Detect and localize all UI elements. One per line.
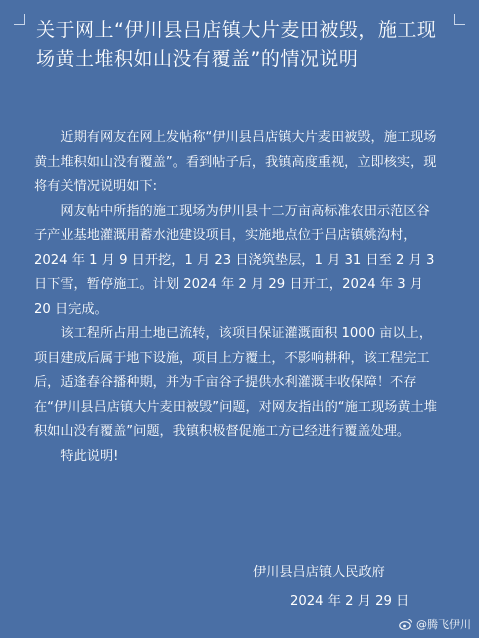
page-corner-mark-right — [454, 14, 465, 25]
document-title: 关于网上“伊川县吕店镇大片麦田被毁，施工现场黄土堆积如山没有覆盖”的情况说明 — [36, 19, 437, 70]
paragraph-closing: 特此说明! — [60, 448, 119, 464]
paragraph-project: 网友帖中所指的施工现场为伊川县十二万亩高标准农田示范区谷子产业基地灌溉用蓄水池建设项目，实施地点位于吕店镇姚沟村，2024 年 1 月 9 日开挖，1 月 23 日浇筑垫层，1 月 31 日至 2 月 3 日下雪，暂停施工。计划 2024 年 2 月 29 日开工，2024 年 3 月 20 日完成。 — [34, 203, 435, 317]
paragraph-land: 该工程所占用土地已流转，该项目保证灌溉面积 1000 亩以上，项目建成后属于地下设施，项目上方覆土，不影响耕种，该工程完工后，适逢春谷播种期，并为千亩谷子提供水利灌溉丰收保障！不存在“伊川县吕店镇大片麦田被毁”问题，对网友指出的“施工现场黄土堆积如山没有覆盖”问题，我镇积极督促施工方已经进行覆盖处理。 — [34, 326, 437, 439]
watermark-text: @腾飞伊川 — [416, 618, 471, 631]
signature-organization: 伊川县吕店镇人民政府 — [253, 565, 385, 580]
signature-date: 2024 年 2 月 29 日 — [290, 594, 410, 609]
document-body — [34, 126, 438, 469]
weibo-icon — [399, 617, 413, 631]
page-corner-mark-left — [14, 14, 25, 25]
paragraph-intro: 近期有网友在网上发帖称“伊川县吕店镇大片麦田被毁，施工现场黄土堆积如山没有覆盖”。看到帖子后，我镇高度重视，立即核实，现将有关情况说明如下: — [34, 130, 437, 194]
watermark — [399, 616, 471, 632]
